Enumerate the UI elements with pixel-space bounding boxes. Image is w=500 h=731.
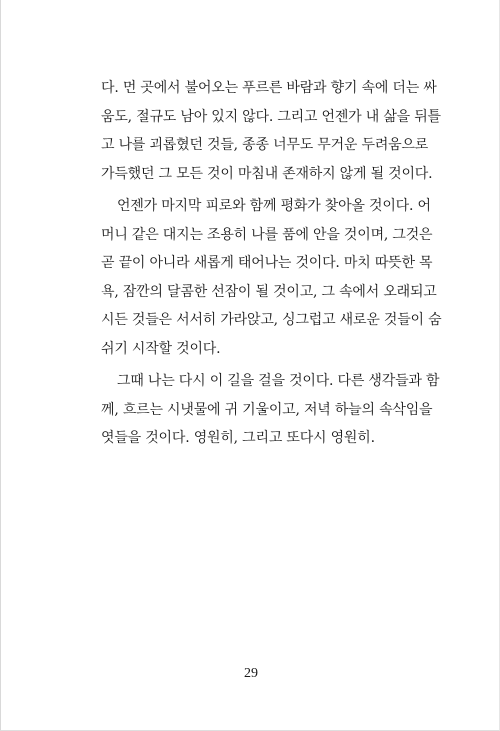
text-line: 쉬기 시작할 것이다. bbox=[101, 340, 221, 357]
paragraph-2 bbox=[101, 192, 442, 363]
text-line: 욕, 잠깐의 달콤한 선잠이 될 것이고, 그 속에서 오래되고 bbox=[101, 283, 437, 300]
paragraph-3 bbox=[101, 367, 440, 453]
text-line: 곧 끝이 아니라 새롭게 태어나는 것이다. 마치 따뜻한 목 bbox=[101, 255, 433, 271]
text-line: 그때 나는 다시 이 길을 걸을 것이다. 다른 생각들과 함 bbox=[117, 373, 440, 389]
text-line: 언젠가 마지막 피로와 함께 평화가 찾아올 것이다. 어 bbox=[117, 198, 431, 214]
text-line: 다. 먼 곳에서 불어오는 푸르른 바람과 향기 속에 더는 싸 bbox=[101, 80, 437, 96]
text-line: 머니 같은 대지는 조용히 나를 품에 안을 것이며, 그것은 bbox=[101, 226, 433, 243]
text-line: 가득했던 그 모든 것이 마침내 존재하지 않게 될 것이다. bbox=[101, 165, 433, 182]
body-text bbox=[101, 74, 442, 457]
text-line: 고 나를 괴롭혔던 것들, 종종 너무도 무거운 두려움으로 bbox=[101, 137, 429, 153]
page-number: 29 bbox=[244, 666, 258, 681]
text-line: 움도, 절규도 남아 있지 않다. 그리고 언젠가 내 삶을 뒤틀 bbox=[101, 108, 441, 125]
text-line: 시든 것들은 서서히 가라앉고, 싱그럽고 새로운 것들이 숨 bbox=[101, 312, 442, 328]
text-line: 엿들을 것이다. 영원히, 그리고 또다시 영원히. bbox=[101, 430, 375, 446]
paragraph-1 bbox=[101, 74, 441, 188]
text-line: 께, 흐르는 시냇물에 귀 기울이고, 저녁 하늘의 속삭임을 bbox=[101, 401, 433, 418]
